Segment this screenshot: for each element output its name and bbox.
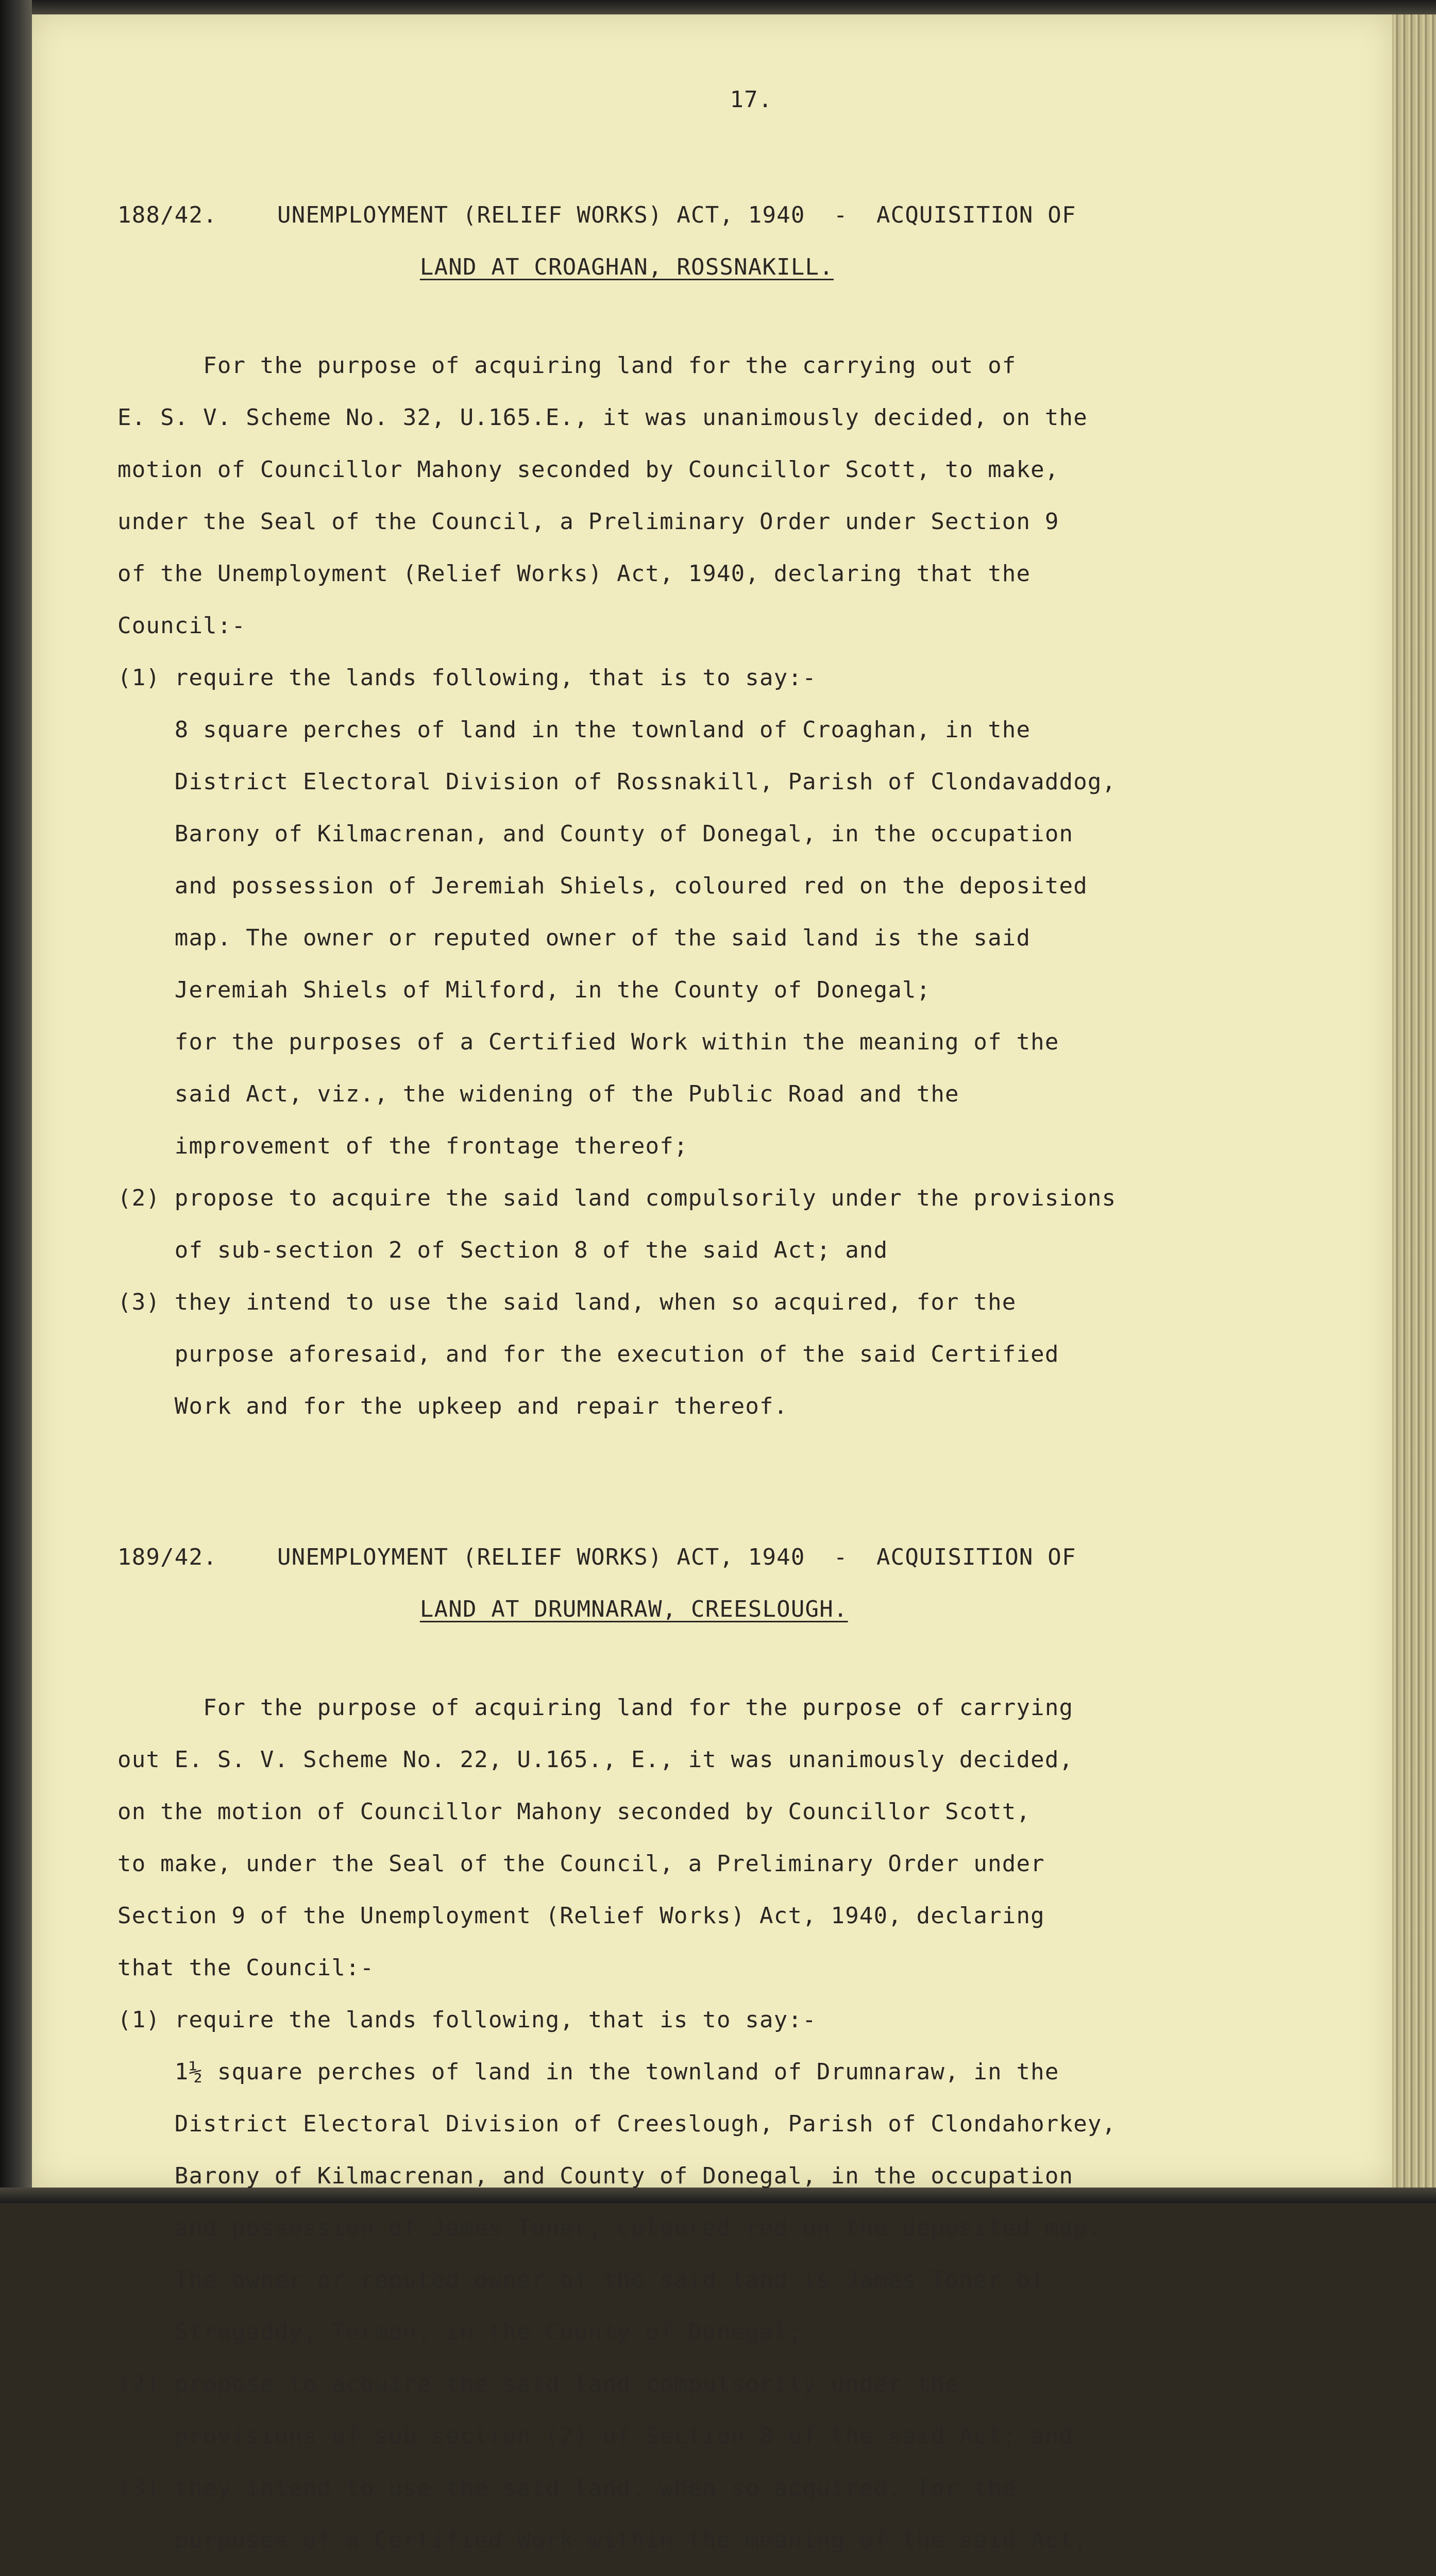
section-line: Barony of Kilmacrenan, and County of Donegal, in the occupation xyxy=(117,2163,1074,2189)
page-number: 17. xyxy=(730,86,773,113)
section-line: map. The owner or reputed owner of the said land is the said xyxy=(117,925,1031,951)
section-line: and possession of James Toner, coloured red on the deposited map. xyxy=(117,2215,1102,2241)
section-line: 8 square perches of land in the townland of Croaghan, in the xyxy=(117,717,1031,743)
section-line: Section 9 of the Unemployment (Relief Works) Act, 1940, declaring xyxy=(117,1903,1045,1929)
section-line: District Electoral Division of Creeslough, Parish of Clondahorkey, xyxy=(117,2111,1117,2137)
section-line: out E. S. V. Scheme No. 22, U.165., E., it was unanimously decided, xyxy=(117,1747,1074,1773)
section-line: (3) they intend to use the said land, when so acquired, for the xyxy=(117,2475,1017,2501)
section-line: that the Council:- xyxy=(117,1955,375,1981)
section-line: purpose aforesaid, and for the execution of the said Certified xyxy=(117,1341,1059,1367)
section-line: Council:- xyxy=(117,613,246,639)
page-stack-edge xyxy=(1392,14,1436,2188)
section-line: (1) require the lands following, that is to say:- xyxy=(117,665,817,691)
section-line: Jeremiah Shiels of Milford, in the County of Donegal; xyxy=(117,977,931,1003)
scan-top-edge xyxy=(0,0,1436,14)
section-line: for the purposes of a Certified Work within the meaning of the xyxy=(117,1029,1059,1055)
page-text xyxy=(117,61,1323,2576)
section-line: Stragaddy, Termon, in the County of Donegal; xyxy=(117,2319,803,2345)
section-line: under the Seal of the Council, a Preliminary Order under Section 9 xyxy=(117,509,1059,535)
section-line: District Electoral Division of Rossnakill, Parish of Clondavaddog, xyxy=(117,769,1117,795)
section-line: purposes of a Certified Work within the meaning of the said Act, xyxy=(117,2527,1088,2553)
section-line: 1½ square perches of land in the townland of Drumnaraw, in the xyxy=(117,2059,1059,2085)
section-188 xyxy=(117,176,1323,1446)
section-line: E. S. V. Scheme No. 32, U.165.E., it was unanimously decided, on the xyxy=(117,404,1088,431)
section-line: Work and for the upkeep and repair thereof. xyxy=(117,1393,788,1419)
section-line: Barony of Kilmacrenan, and County of Donegal, in the occupation xyxy=(117,821,1074,847)
section-line: of sub-section 2 of Section 8 of the said Act; and xyxy=(117,1237,888,1263)
section-line: (1) require the lands following, that is to say:- xyxy=(117,2007,817,2033)
section-heading xyxy=(117,1545,1323,1571)
minute-reference: 188/42. xyxy=(117,201,217,228)
section-line: on the motion of Councillor Mahony seconded by Councillor Scott, xyxy=(117,1799,1031,1825)
section-heading xyxy=(117,202,1323,229)
section-line: of the Unemployment (Relief Works) Act, 1940, declaring that the xyxy=(117,561,1031,587)
section-line: (2) propose to acquire the said land compulsorily under the provisions xyxy=(117,1185,1117,1211)
heading-line-2: LAND AT CROAGHAN, ROSSNAKILL. xyxy=(419,253,834,280)
section-line: motion of Councillor Mahony seconded by Councillor Scott, to make, xyxy=(117,456,1059,483)
section-line: (3) they intend to use the said land, when so acquired, for the xyxy=(117,1289,1017,1315)
book-binding xyxy=(0,0,32,2203)
section-line: to make, under the Seal of the Council, a Preliminary Order under xyxy=(117,1851,1045,1877)
section-line: provisions of sub-section (2) of Section 8 of the said Act; and xyxy=(117,2423,1074,2449)
section-line: said Act, viz., the widening of the Public Road and the xyxy=(117,1081,959,1107)
section-189 xyxy=(117,1518,1323,2576)
heading-line-2: LAND AT DRUMNARAW, CREESLOUGH. xyxy=(419,1596,848,1622)
section-line: improvement of the frontage thereof; xyxy=(117,1133,688,1159)
section-line: For the purpose of acquiring land for the carrying out of xyxy=(117,352,1017,379)
section-line: For the purpose of acquiring land for the purpose of carrying xyxy=(117,1694,1074,1721)
section-line: (2) propose to acquire the said land compulsorily under the xyxy=(117,2371,959,2397)
heading-line-1: UNEMPLOYMENT (RELIEF WORKS) ACT, 1940 - ACQUISITION OF xyxy=(277,201,1076,228)
minute-reference: 189/42. xyxy=(117,1544,217,1570)
section-line: The owner or reputed owner of the said land is James Toner of xyxy=(117,2267,1045,2293)
heading-line-1: UNEMPLOYMENT (RELIEF WORKS) ACT, 1940 - ACQUISITION OF xyxy=(277,1544,1076,1570)
section-line: and possession of Jeremiah Shiels, coloured red on the deposited xyxy=(117,873,1088,899)
